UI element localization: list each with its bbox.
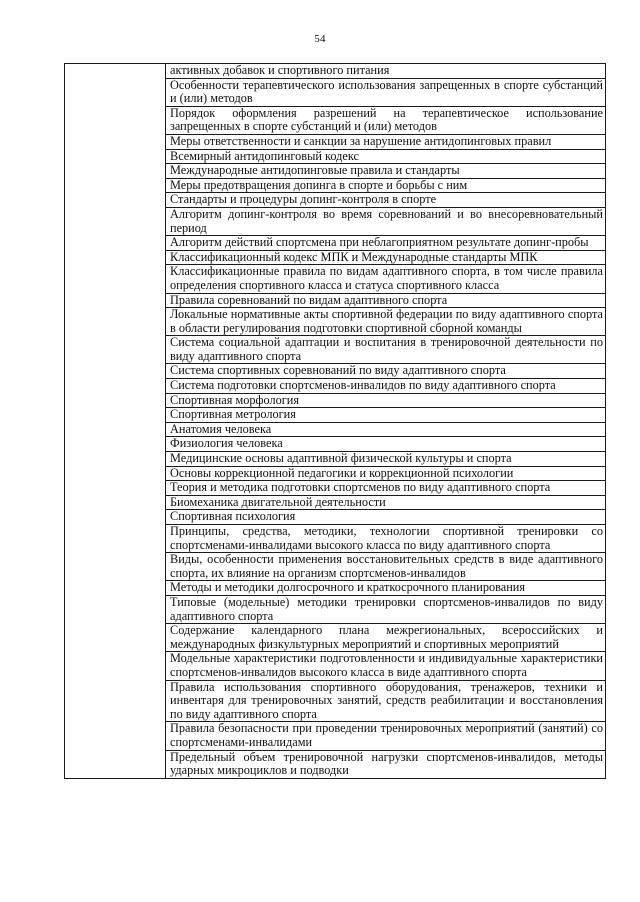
requirement-item: Система спортивных соревнований по виду адаптивного спорта	[166, 364, 606, 379]
requirement-item: Основы коррекционной педагогики и коррекционной психологии	[166, 466, 606, 481]
requirement-item: Классификационный кодекс МПК и Международные стандарты МПК	[166, 250, 606, 265]
requirement-item: Спортивная психология	[166, 510, 606, 525]
requirement-item: Медицинские основы адаптивной физической культуры и спорта	[166, 452, 606, 467]
requirement-item: Биомеханика двигательной деятельности	[166, 495, 606, 510]
requirement-item: Спортивная метрология	[166, 408, 606, 423]
requirement-item: Меры предотвращения допинга в спорте и борьбы с ним	[166, 178, 606, 193]
requirement-item: Классификационные правила по видам адаптивного спорта, в том числе правила определения спортивного класса и статуса спортивного класса	[166, 265, 606, 293]
requirement-item: Типовые (модельные) методики тренировки спортсменов-инвалидов по виду адаптивного спорта	[166, 595, 606, 623]
table-body	[65, 64, 606, 779]
requirement-item: Виды, особенности применения восстановительных средств в виде адаптивного спорта, их влияние на организм спортсменов-инвалидов	[166, 553, 606, 581]
requirement-item: Содержание календарного плана межрегиональных, всероссийских и международных физкультурных мероприятий и спортивных мероприятий	[166, 624, 606, 652]
requirement-item: Система социальной адаптации и воспитания в тренировочной деятельности по виду адаптивного спорта	[166, 336, 606, 364]
requirement-item: Предельный объем тренировочной нагрузки спортсменов-инвалидов, методы ударных микроциклов и подводки	[166, 750, 606, 778]
left-column-cell	[65, 64, 166, 779]
requirement-item: Система подготовки спортсменов-инвалидов по виду адаптивного спорта	[166, 379, 606, 394]
requirement-item: Алгоритм допинг-контроля во время соревнований и во внесоревновательный период	[166, 207, 606, 235]
requirement-item: Принципы, средства, методики, технологии спортивной тренировки со спортсменами-инвалидами высокого класса по виду адаптивного спорта	[166, 525, 606, 553]
page-number: 54	[314, 33, 326, 45]
requirement-item: Правила безопасности при проведении тренировочных мероприятий (занятий) со спортсменами-инвалидами	[166, 722, 606, 750]
requirement-item: Спортивная морфология	[166, 393, 606, 408]
requirement-item: Модельные характеристики подготовленности и индивидуальные характеристики спортсменов-инвалидов высокого класса в виде адаптивного спорта	[166, 652, 606, 680]
requirement-item: Правила соревнований по видам адаптивного спорта	[166, 293, 606, 308]
requirement-item: Меры ответственности и санкции за нарушение антидопинговых правил	[166, 134, 606, 149]
requirement-item: Всемирный антидопинговый кодекс	[166, 149, 606, 164]
requirement-item: Теория и методика подготовки спортсменов по виду адаптивного спорта	[166, 481, 606, 496]
requirement-item: Анатомия человека	[166, 422, 606, 437]
requirement-item: Локальные нормативные акты спортивной федерации по виду адаптивного спорта в области регулирования подготовки спортивной сборной команды	[166, 308, 606, 336]
knowledge-requirements-table	[64, 63, 606, 779]
requirement-item: Алгоритм действий спортсмена при неблагоприятном результате допинг-пробы	[166, 236, 606, 251]
requirement-item: Порядок оформления разрешений на терапевтическое использование запрещенных в спорте субстанций и (или) методов	[166, 106, 606, 134]
requirement-item: Стандарты и процедуры допинг-контроля в спорте	[166, 193, 606, 208]
requirement-item: Физиология человека	[166, 437, 606, 452]
requirement-item: Международные антидопинговые правила и стандарты	[166, 164, 606, 179]
requirement-item: Методы и методики долгосрочного и краткосрочного планирования	[166, 581, 606, 596]
requirement-item: Правила использования спортивного оборудования, тренажеров, техники и инвентаря для тренировочных занятий, средств реабилитации и восстановления по виду адаптивного спорта	[166, 680, 606, 722]
table-row	[65, 64, 606, 79]
requirement-item: активных добавок и спортивного питания	[166, 64, 606, 79]
requirement-item: Особенности терапевтического использования запрещенных в спорте субстанций и (или) методов	[166, 78, 606, 106]
